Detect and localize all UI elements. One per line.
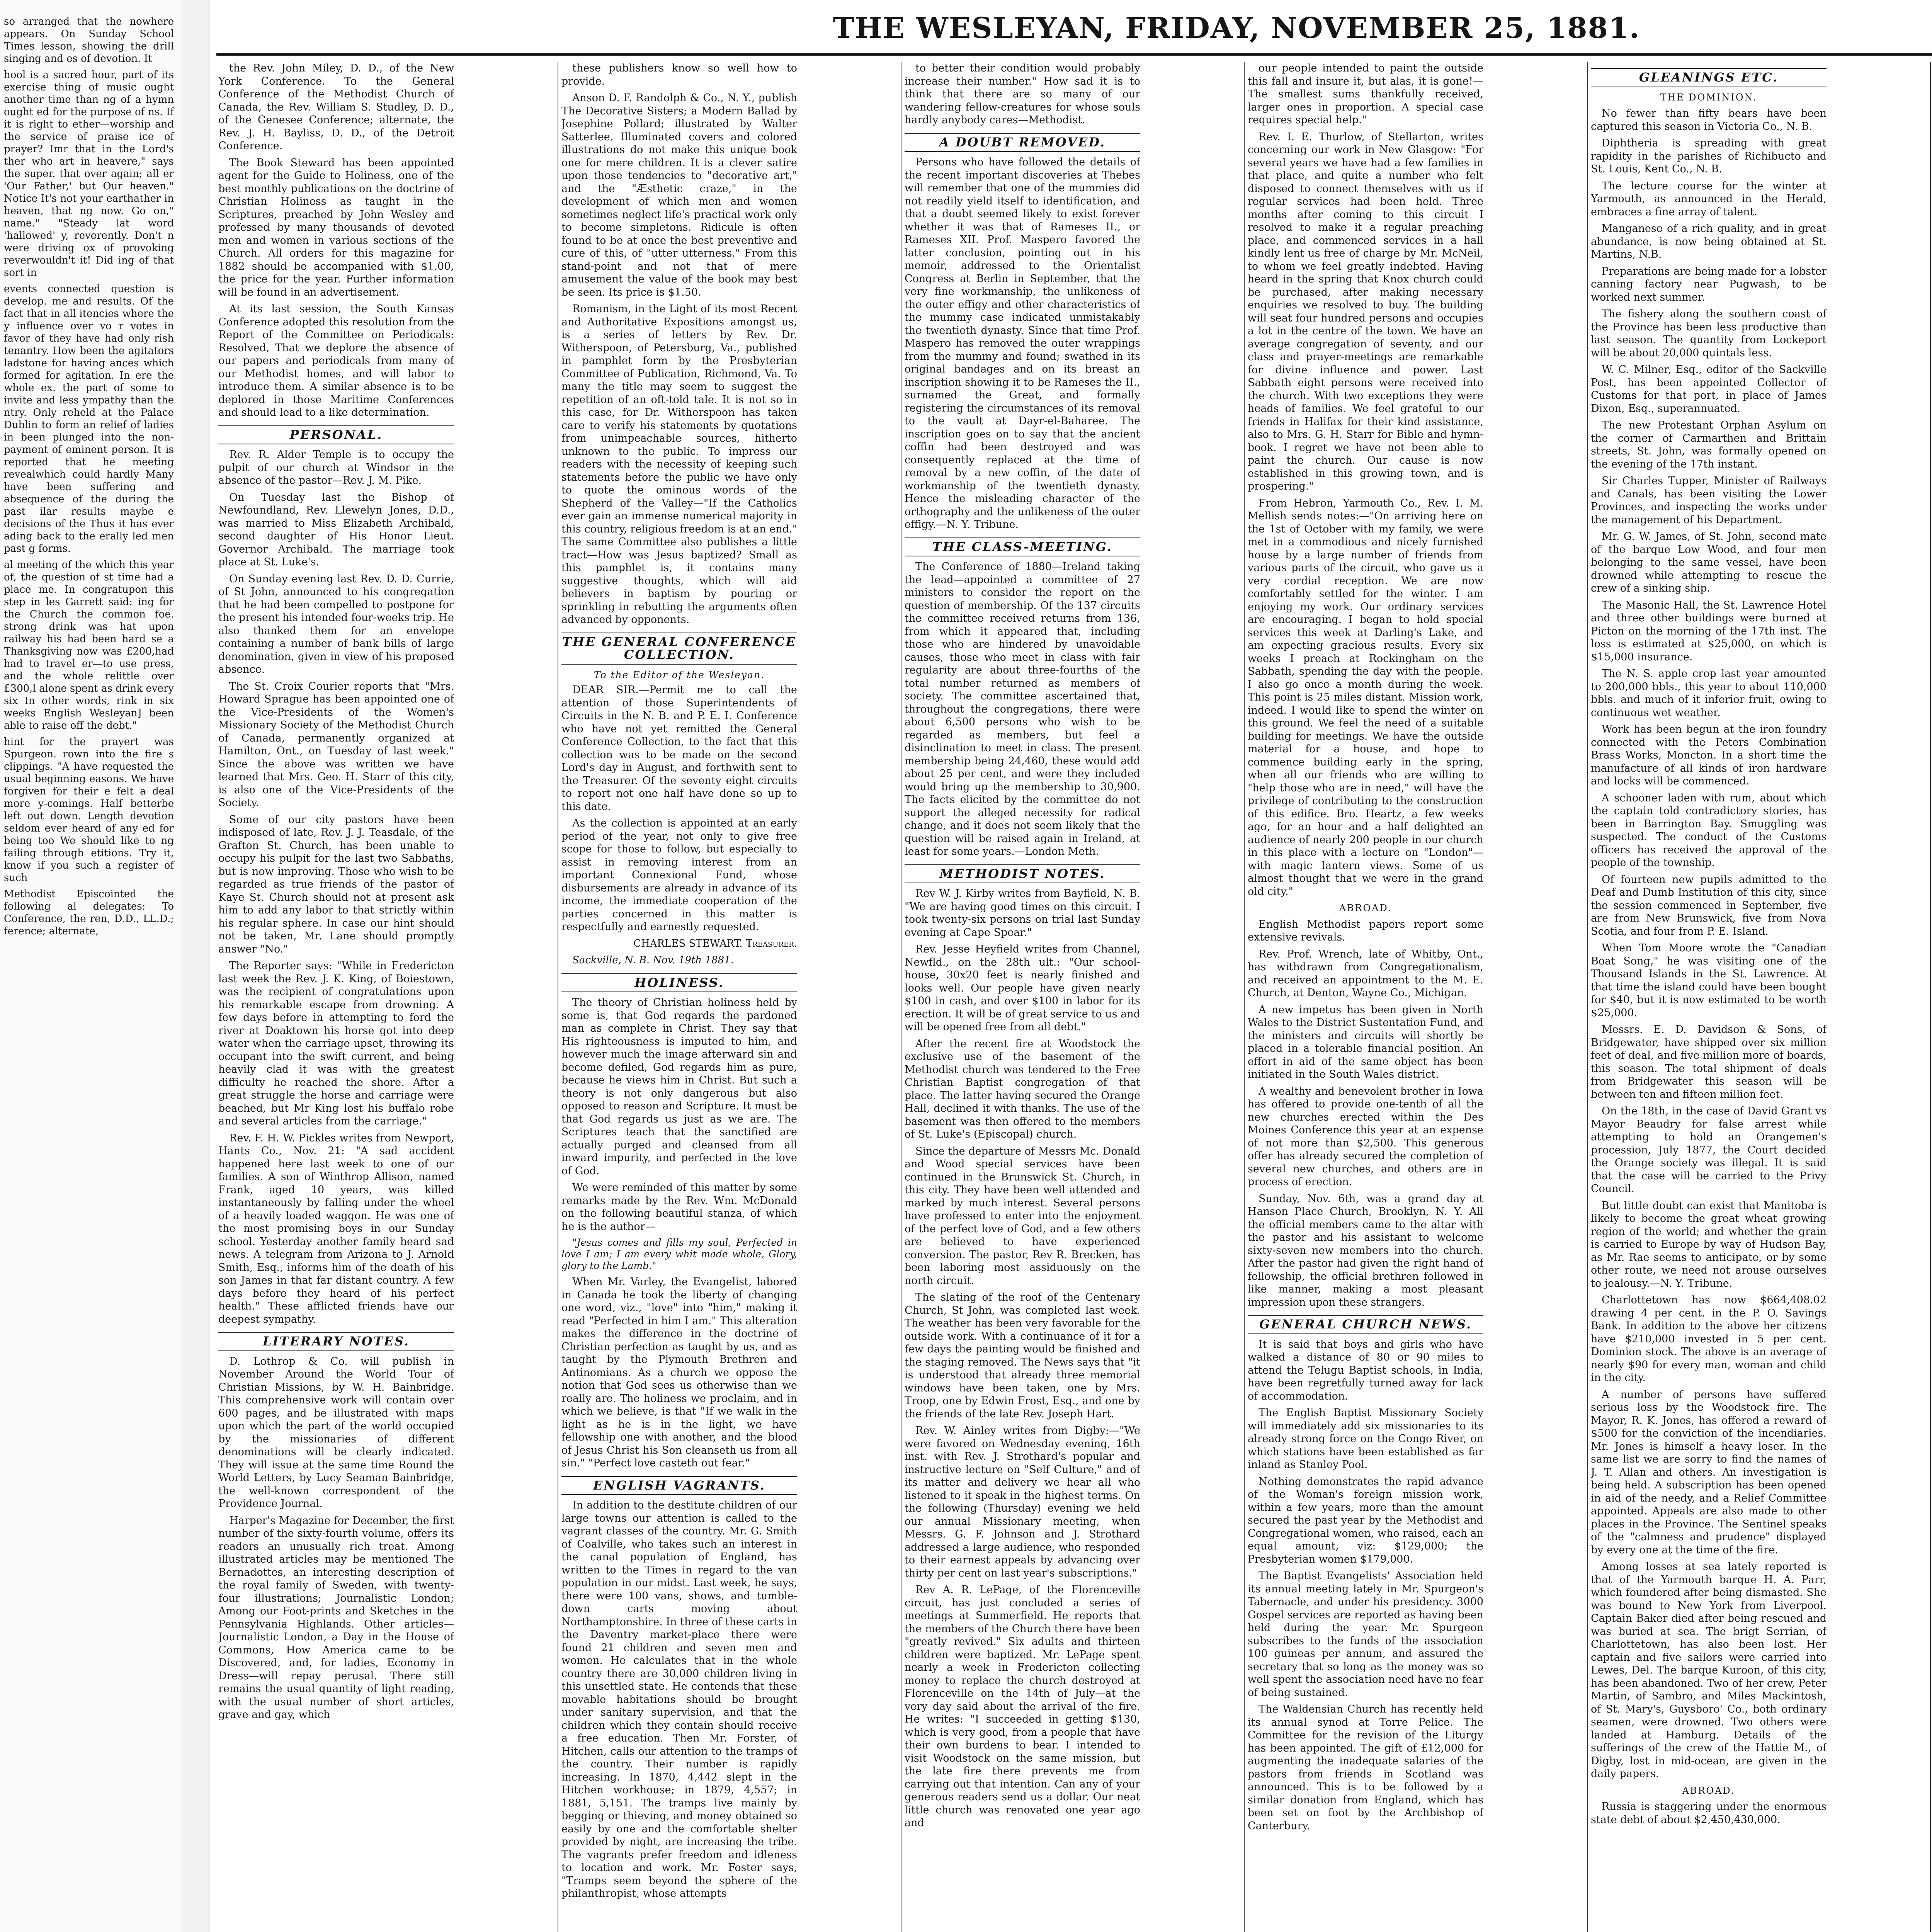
article-paragraph: Sir Charles Tupper, Minister of Railways and Canals, has been visiting the Lower Provinces, and inspecting the works under the management of his Department. (1591, 475, 1827, 526)
section-heading: METHODIST NOTES. (905, 864, 1140, 884)
article-paragraph: On Tuesday last the Bishop of Newfoundland, Rev. Llewelyn Jones, D.D., was married to Miss Elizabeth Archibald, second daughter of His Honor Lieut. Governor Archibald. The marriage took place at St. Luke's. (218, 491, 454, 568)
article-paragraph: When Tom Moore wrote the "Canadian Boat Song," he was visiting one of the Thousand Islands in the St. Lawrence. At that time the island could have been bought for $40, but it is now estimated to be worth $25,000. (1591, 942, 1827, 1019)
section-heading: THE CLASS-MEETING. (905, 537, 1140, 557)
article-paragraph: the Rev. John Miley, D. D., of the New York Conference. To the General Conference of the Methodist Church of Canada, the Rev. William S. Studley, D. D., of the Genesee Conference; alternate, the Rev. J. H. Bayliss, D. D., of the Detroit Conference. (218, 62, 454, 152)
article-paragraph: The Book Steward has been appointed agent for the Guide to Holiness, one of the best monthly publications on the doctrine of Christian Holiness as taught in the Scriptures, preached by John Wesley and professed by many thousands of devoted men and women in various sections of the Church. All orders for this magazine for 1882 should be accompanied with $1.00, the price for the year. Further information will be found in an advertisement. (218, 156, 454, 298)
article-paragraph: Nothing demonstrates the rapid advance of the Woman's foreign mission work, within a few years, more than the amount secured the past year by the Methodist and Congregational women, who raised, each an equal amount, viz: $129,000; the Presbyterian women $179,000. (1248, 1475, 1483, 1565)
subsection-label: ABROAD. (1682, 1785, 1735, 1796)
subsection-label: ABROAD. (1339, 903, 1392, 913)
article-paragraph: DEAR SIR.—Permit me to call the attention of those Superintendents of Circuits in the N. B. and P. E. I. Conference who have not yet remitted the General Conference Collection, to the fact that this collection was to be made on the second Lord's day in August, and forthwith sent to the Treasurer. Of the seventy eight circuits to report not one half have done so up to this date. (561, 684, 797, 813)
column-1 (218, 62, 454, 1932)
article-paragraph: In addition to the destitute children of our large towns our attention is called to the vagrant classes of the country. Mr. G. Smith of Coalville, who takes such an interest in the canal population of England, has written to the Times in regard to the van population in our midst. Last week, he says, there were 100 vans, shows, and tumble-down carts moving about Northamptonshire. In three of these carts in the Daventry market-place there were found 21 children and seven men and women. He calculates that in the whole country there are 30,000 children living in this unsettled state. He contends that these movable habitations should be brought under sanitary supervision, and that the children which they contain should receive a free education. Then Mr. Forster, of Hitchen, calls our attention to the tramps of the country. Their number is rapidly increasing. In 1870, 4,442 slept in the Hitchen workhouse; in 1879, 4,557; in 1881, 5,151. The tramps live mainly by begging or thieving, and money obtained so easily by one and the comfortable shelter provided by night, are increasing the tribe. The vagrants prefer freedom and idleness to location and work. Mr. Foster says, "Tramps seem beyond the sphere of the philanthropist, whose attempts (561, 1499, 797, 1900)
article-paragraph: The Conference of 1880—Ireland taking the lead—appointed a committee of 27 ministers to consider the report on the question of membership. Of the 137 circuits the committee received returns from 136, from which it appeared that, including those who are hindered by unavoidable causes, those who meet in class with fair regularity are about three-fourths of the total number returned as members of society. The committee ascertained that, throughout the congregations, there were about 6,500 persons who wish to be regarded as members, but feel a disinclination to meet in class. The present membership being 24,460, these would add about 25 per cent, and were they included would bring up the membership to 30,900. The facts elicited by the committee do not support the alleged necessity for radical change, and it does not seem likely that the question will be raised again in Ireland, at least for some years.—London Meth. (905, 561, 1140, 857)
article-paragraph: D. Lothrop & Co. will publish in November Around the World Tour of Christian Missions, by W. H. Bainbridge. This comprehensive work will contain over 600 pages, and be illustrated with maps upon which the part of the world occupied by the missionaries of different denominations will be clearly indicated. They will issue at the same time Round the World Letters, by Lucy Seaman Bainbridge, the well-known correspondent of the Providence Journal. (218, 1355, 454, 1510)
article-paragraph: Rev. W. Ainley writes from Digby:—"We were favored on Wednesday evening, 16th inst. with Rev. J. Strothard's popular and instructive lecture on "Self Culture," and of its matter and delivery we hear all who listened to it speak in the highest terms. On the following (Thursday) evening we held our annual Missionary meeting, when Messrs. G. F. Johnson and J. Strothard addressed a large audience, who responded to their earnest appeals by advancing over thirty per cent on last year's subscriptions." (905, 1425, 1140, 1579)
running-head: THE WESLEYAN, FRIDAY, NOVEMBER 25, 1881. (833, 12, 1640, 45)
article-paragraph: From Hebron, Yarmouth Co., Rev. I. M. Mellish sends notes:—"On arriving here on the 1st of October with my family, we were met in a commodious and nicely furnished house by a large number of friends from various parts of the circuit, who gave us a very cordial reception. We are now comfortably settled for the winter. I am enjoying my work. Our ordinary services are encouraging. I began to hold special services this week at Darling's Lake, and am expecting gracious results. Every six weeks I preach at Rockingham on the Sabbath, spending the day with the people. I also go once a month during the week. This point is 25 miles distant. Mission work, indeed. I would like to spend the winter on this ground. We feel the need of a suitable building for meetings. We have the outside material for a house, and hope to commence building early in the spring, when all our friends who are willing to "help those who are in need," will have the privilege of contributing to the construction of this edifice. Bro. Heartz, a few weeks ago, for an hour and a half delighted an audience of nearly 200 people in our church in this place with a lecture on "London"—with magic lantern views. Some of us almost thought that we were in the grand old city." (1248, 497, 1483, 898)
column-4 (1248, 62, 1483, 1932)
previous-page-text (4, 15, 174, 941)
article-paragraph: Rev A. R. LePage, of the Florenceville circuit, has just concluded a series of meetings at Summerfield. He reports that the members of the Church there have been "greatly revived." Six adults and thirteen children were baptized. Mr. LePage spent nearly a week in Fredericton collecting money to replace the church destroyed at Florenceville on the 14th of July—at the very day said about the arrival of the fire. He writes: "I succeeded in getting $130, which is very good, from a people that have their own burdens to bear. I intended to visit Woodstock on the same mission, but the late fire there prevents me from carrying out that intention. Can any of your generous readers send us a dollar. Our neat little church was renovated one year ago and (905, 1584, 1140, 1829)
article-paragraph: But little doubt can exist that Manitoba is likely to become the great wheat growing region of the world; and whether the grain is carried to Europe by way of Hudson Bay, as Mr. Rae seems to anticipate, or by some other route, we need not arouse ourselves to jealousy.—N. Y. Tribune. (1591, 1199, 1827, 1289)
header-rule (216, 53, 1932, 56)
article-paragraph: The N. S. apple crop last year amounted to 200,000 bbls., this year to about 110,000 bbls. and much of it inferior fruit, owing to continuous wet weather. (1591, 668, 1827, 719)
article-paragraph: Among losses at sea lately reported is that of the Yarmouth barque H. A. Parr, which foundered after being dismasted. She was bound to New York from Liverpool. Captain Baker died after being rescued and was buried at sea. The brigt Serrian, of Charlottetown, has also been lost. Her captain and five sailors were carried into Lewes, Del. The barque Kuroon, of this city, has been abandoned. Two of her crew, Peter Martin, of Sambro, and Miles Mackintosh, of St. Mary's, Guysboro' Co., both ordinary seamen, were drowned. Two others were landed at Hamburg. Details of the sufferings of the crew of the Hattie M., of Digby, lost in mid-ocean, are given in the daily papers. (1591, 1561, 1827, 1780)
article-paragraph: The slating of the roof of the Centenary Church, St John, was completed last week. The weather has been very favorable for the outside work. With a continuance of it for a few days the painting would be finished and the staging removed. The News says that "it is understood that already three memorial windows have been taken, one by Mrs. Troop, one by Edwin Frost, Esq., and one by the friends of the late Rev. Joseph Hart. (905, 1291, 1140, 1420)
article-paragraph: The theory of Christian holiness held by some is, that God regards the pardoned man as complete in Christ. They say that His righteousness is imputed to him, and however much the image afterward sin and become defiled, God regards him as pure, because he views him in Christ. But such a theory is not only dangerous but also opposed to reason and Scripture. It must be that God regards us just as we are. The Scriptures teach that the sanctified are actually purged and cleansed from all inward impurity, and perfected in the love of God. (561, 997, 797, 1177)
article-paragraph: It is said that boys and girls who have walked a distance of 80 or 90 miles to attend the Telugu Baptist schools, in India, have been regretfully turned away for lack of accommodation. (1248, 1338, 1483, 1402)
section-heading: ENGLISH VAGRANTS. (561, 1476, 797, 1495)
article-paragraph: Romanism, in the Light of its most Recent and Authoritative Expositions amongst us, is a series of letters by Rev. Dr. Witherspoon, of Petersburg, Va., published in pamphlet form by the Presbyterian Committee of Publication, Richmond, Va. To many the title may seem to suggest the repetition of an oft-told tale. It is not so in this case, for Dr. Witherspoon has taken care to verify his statements by quotations from unimpeachable sources, hitherto unknown to the public. To impress our readers with the necessity of keeping such statements before the public we have only to quote the ominous words of the Shepherd of the Valley—"If the Catholics ever gain an immense numerical majority in this country, religious freedom is at an end." The same Committee also publishes a little tract—How was Jesus baptized? Small as this pamphlet is, it contains many suggestive thoughts, which will aid believers in baptism by pouring or sprinkling in rebutting the arguments often advanced by opponents. (561, 303, 797, 626)
article-paragraph: A wealthy and benevolent brother in Iowa has offered to provide one-tenth of all the new churches erected within the Des Moines Conference this year at an expense of not more than $2,500. This generous offer has already secured the completion of several new churches, and others are in process of erection. (1248, 1085, 1483, 1188)
page-gutter (182, 0, 209, 1932)
article-paragraph: to better their condition would probably increase their number." How sad it is to think that there are so many of our wandering fellow-creatures for whose souls hardly anybody cares—Methodist. (905, 62, 1140, 126)
article-paragraph: The Reporter says: "While in Fredericton last week the Rev. J. K. King, of Boiestown, was the recipient of congratulations upon his remarkable escape from drowning. A few days before in attempting to ford the river at Doaktown his horse got into deep water when the carriage upset, throwing its occupant into the swift current, and being heavily clad it was with the greatest difficulty he reached the shore. After a great struggle the horse and carriage were beached, but Mr King lost his buffalo robe and several articles from the carriage." (218, 960, 454, 1127)
page-header (216, 8, 1932, 54)
dateline: Sackville, N. B. Nov. 19th 1881. (572, 954, 734, 966)
article-paragraph: The lecture course for the winter at Yarmouth, as announced in the Herald, embraces a fine array of talent. (1591, 180, 1827, 218)
article-paragraph: Messrs. E. D. Davidson & Sons, of Bridgewater, have shipped over six million feet of deal, and five million more of boards, this season. The total shipment of deals from Bridgewater this season will be between ten and fifteen million feet. (1591, 1024, 1827, 1100)
article-paragraph: W. C. Milner, Esq., editor of the Sackville Post, has been appointed Collector of Customs for that port, in place of James Dixon, Esq., superannuated. (1591, 364, 1827, 415)
article-paragraph: Charlottetown has now $664,408.02 drawing 4 per cent. in the P. O. Savings Bank. In addition to the above her citizens have $210,000 invested in 5 per cent. Dominion stock. The above is an average of nearly $90 for every man, woman and child in the city. (1591, 1294, 1827, 1384)
article-paragraph: A new impetus has been given in North Wales to the District Sustentation Fund, and the ministers and circuits will shortly be placed in a tolerable financial position. An effort in aid of the same object has been initiated in the South Wales district. (1248, 1003, 1483, 1080)
article-paragraph: Mr. G. W. James, of St. John, second mate of the barque Low Wood, and four men belonging to the same vessel, have been drowned while attempting to rescue the crew of a sinking ship. (1591, 531, 1827, 594)
previous-page-paragraph: hool is a sacred hour, part of its exercise thing of music ought another time than ng of a hymn ought ed for the purpose of ns. If it is right to ether—worship and the service of praise ice of prayer? Imr that in the Lord's ther who art in heavere," says the super. that over again; all er 'Our Father,' but Our heaven." Notice It's not your earthather in heaven, that ng now. Go on," name." "Steady lat word 'hallowed' y, reverently. Don't n were driving ox of provoking reverwouldn't it! Did ing of that sort in (4, 69, 174, 279)
article-paragraph: Rev W. J. Kirby writes from Bayfield, N. B. "We are having good times on this circuit. I took twenty-six persons on trial last Sunday evening at Cape Spear." (905, 888, 1140, 939)
article-paragraph: The Masonic Hall, the St. Lawrence Hotel and three other buildings were burned at Picton on the morning of the 17th inst. The loss is estimated at $25,000, on which is $15,000 insurance. (1591, 599, 1827, 663)
column-rule (1587, 62, 1588, 1932)
article-paragraph: The Waldensian Church has recently held its annual synod at Torre Pelice. The Committee for the revision of the Liturgy has been appointed. The gift of £12,000 for augmenting the inadequate salaries of the pastors from friends in Scotland was announced. This is to be followed by a similar donation from England, which has been set on foot by the Archbishop of Canterbury. (1248, 1703, 1483, 1832)
section-heading: LITERARY NOTES. (218, 1332, 454, 1351)
article-paragraph: Since the departure of Messrs Mc. Donald and Wood special services have been continued in the Brunswick St. Church, in this city. They have been well attended and marked by much interest. Several persons have professed to enter into the enjoyment of the perfect love of God, and a few others are believed to have experienced conversion. The pastor, Rev R. Brecken, has been laboring most assiduously on the north circuit. (905, 1145, 1140, 1287)
previous-page-paragraph: events connected question is develop. me and results. Of the fact that in all itencies where the y influence over vo r votes in favor of they have had only rish tenantry. How been the agitators ladstone for having ances which formed for agitation. In ere the whole ex. the part of some to invite and less ympathy than the ntry. Only reheld at the Palace Dublin to form an relief of ladies in been plunged into the non-payment of eminent person. It is reported that he meeting revealwhich could hardly Many have been suffering and absequence of the during the past ilar results maybe e decisions of the Thus it has ever ading back to the erally led men past g forms. (4, 283, 174, 554)
section-heading: HOLINESS. (561, 973, 797, 993)
signature: CHARLES STEWART. Treasurer. (633, 937, 797, 949)
article-paragraph: Rev. F. H. W. Pickles writes from Newport, Hants Co., Nov. 21: "A sad accident happened here last week to one of our families. A son of Winthrop Allison, named Frank, aged 10 years, was killed instantaneously by falling under the wheel of a heavily loaded waggon. He was one of the most promising boys in our Sunday school. Yesterday another family heard sad news. A telegram from Arizona to J. Arnold Smith, Esq., informs him of the death of his son James in that far distant country. A few days before they heard of his perfect health." These afflicted friends have our deepest sympathy. (218, 1132, 454, 1325)
article-paragraph: We were reminded of this matter by some remarks made by the Rev. Wm. McDonald on the following beautiful stanza, of which he is the author— (561, 1182, 797, 1233)
article-paragraph: Rev. I. E. Thurlow, of Stellarton, writes concerning our work in New Glasgow: "For several years we have had a few families in that place, and quite a number who felt disposed to connect themselves with us if regular services had been held. Three months after coming to this circuit I resolved to make it a regular preaching place, and commenced services in a hall kindly lent us free of charge by Mr. McNeil, to whom we feel greatly indebted. Having heard in the spring that Knox church could be purchased, after making necessary enquiries we resolved to buy. The building will seat four hundred persons and occupies a lot in the centre of the town. We have an average congregation of seventy, and our class and prayer-meetings are remarkable for divine influence and power. Last Sabbath eight persons were received into the church. With two exceptions they were heads of families. We feel grateful to our friends in Halifax for their kind assistance, also to Mrs. G. H. Starr for Bible and hymn-book. I regret we have not been able to paint the church. Our cause is now established in this growing town, and is prospering." (1248, 131, 1483, 492)
article-paragraph: Anson D. F. Randolph & Co., N. Y., publish The Decorative Sisters; a Modern Ballad by Josephine Pollard; illustrated by Walter Satterlee. Illuminated covers and colored illustrations do not make this unique book one for mere children. It is a clever satire upon those tendencies to "decorative art," and the "Æsthetic craze," in the development of which men and women sometimes neglect life's practical work only to become simpletons. Ridicule is often found to be at once the best preventive and cure of this, of "utter utterness." From this stand-point and not that of mere amusement the value of the book may best be seen. Its price is $1.50. (561, 92, 797, 298)
article-paragraph: Diphtheria is spreading with great rapidity in the parishes of Richibucto and St. Louis, Kent Co., N. B. (1591, 137, 1827, 175)
article-paragraph: Manganese of a rich quality, and in great abundance, is now being obtained at St. Martins, N.B. (1591, 223, 1827, 260)
column-3 (905, 62, 1140, 1932)
article-paragraph: Rev. R. Alder Temple is to occupy the pulpit of our church at Windsor in the absence of the pastor—Rev. J. M. Pike. (218, 449, 454, 486)
article-paragraph: The St. Croix Courier reports that "Mrs. Howard Sprague has been appointed one of the Vice-Presidents of the Women's Missionary Society of the Methodist Church of Canada, permanently organized at Hamilton, Ont., on Tuesday of last week." Since the above was written we have learned that Mrs. Geo. H. Starr of this city, is also one of the Vice-Presidents of the Society. (218, 680, 454, 809)
article-paragraph: these publishers know so well how to provide. (561, 62, 797, 87)
previous-page-paragraph: so arranged that the nowhere appears. On Sunday School Times lesson, showing the drill singing and es of devotion. It (4, 16, 174, 65)
article-paragraph: At its last session, the South Kansas Conference adopted this resolution from the Report of the Committee on Periodicals: Resolved, That we deplore the absence of our papers and periodicals from many of our Methodist homes, and will labor to introduce them. A similar absence is to be deplored in those Maritime Conferences and should lead to a like determination. (218, 303, 454, 418)
section-heading: GENERAL CHURCH NEWS. (1248, 1315, 1483, 1334)
subsection-label: THE DOMINION. (1660, 92, 1757, 103)
article-paragraph: The English Baptist Missionary Society will immediately add six missionaries to its already strong force on the Congo River, on which stations have been established as far inland as Stanley Pool. (1248, 1407, 1483, 1471)
section-heading: THE GENERAL CONFERENCE COLLECTION. (561, 633, 797, 665)
article-paragraph: On Sunday evening last Rev. D. D. Currie, of St John, announced to his congregation that he had been compelled to postpone for the present his intended four-weeks trip. He also thanked them for an envelope containing a number of bank bills of large denomination, given in view of his proposed absence. (218, 573, 454, 675)
article-paragraph: Some of our city pastors have been indisposed of late, Rev. J. J. Teasdale, of the Grafton St. Church, has been unable to occupy his pulpit for the last two Sabbaths, but is now improving. Those who wish to be regarded as true friends of the pastor of Kaye St. Church should not at present ask him to add any labor to that strictly within his regular sphere. In case our hint should not be taken, Mr. Lane should promptly answer "No." (218, 813, 454, 955)
article-paragraph: A number of persons have suffered serious loss by the Woodstock fire. The Mayor, R. K. Jones, has offered a reward of $500 for the conviction of the incendiaries. Mr. Jones is himself a heavy loser. In the same list we are sorry to find the names of J. T. Allan and others. An investigation is being held. A subscription has been opened in aid of the needy, and a Relief Committee appointed. Appeals are also made to other places in the Province. The Sentinel speaks of the "calmness and prudence" displayed by every one at the time of the fire. (1591, 1388, 1827, 1556)
column-rule (1244, 62, 1245, 1932)
article-paragraph: English Methodist papers report some extensive revivals. (1248, 918, 1483, 943)
section-subheading: To the Editor of the Wesleyan. (594, 669, 765, 680)
article-paragraph: Harper's Magazine for December, the first number of the sixty-fourth volume, offers its readers an unusually rich treat. Among illustrated articles may be mentioned The Bernadottes, an interesting description of the royal family of Sweden, with twenty-four illustrations; Journalistic London; Among our Foot-prints and Sketches in the Pennsylvania Highlands. Other articles—Journalistic London, a Day in the House of Commons, How America came to be Discovered, and, for ladies, Economy in Dress—will repay perusal. There still remains the usual quantity of light reading, with the usual number of short articles, grave and gay, which (218, 1514, 454, 1721)
article-paragraph: The fishery along the southern coast of the Province has been less productive than last season. The quantity from Lockeport will be about 20,000 quintals less. (1591, 308, 1827, 359)
article-paragraph: On the 18th, in the case of David Grant vs Mayor Beaudry for false arrest while attempting to hold an Orangemen's procession, July 1877, the Court decided the Orange society was illegal. It is said that the case will be carried to the Privy Council. (1591, 1105, 1827, 1195)
column-rule (1930, 62, 1931, 1932)
article-paragraph: Of fourteen new pupils admitted to the Deaf and Dumb Institution of this city, since the session commenced in September, five are from New Brunswick, five from Nova Scotia, and four from P. E. Island. (1591, 873, 1827, 937)
previous-page-paragraph: al meeting of the which this year of, the question of st time had a place me. In congratupon this step in les Garrett said: ing for the Church the common foe. strong drink was hat upon railway his had been hard se a Thanksgiving now was £200,had had to travel er—to use press, and the whole relittle over £300,l alone spent as drink every six In other words, rink in six weeks English Wesleyan] been able to raise off the debt." (4, 559, 174, 731)
article-paragraph: Russia is staggering under the enormous state debt of about $2,450,430,000. (1591, 1801, 1827, 1826)
article-paragraph: A schooner laden with rum, about which the captain told contradictory stories, has been in Barrington Bay. Smuggling was suspected. The conduct of the Customs officers has received the approval of the people of the township. (1591, 792, 1827, 869)
article-paragraph: Rev. Prof. Wrench, late of Whitby, Ont., has withdrawn from Congregationalism, and received an appointment to the M. E. Church, at Denton, Wayne Co., Michigan. (1248, 948, 1483, 999)
article-paragraph: When Mr. Varley, the Evangelist, labored in Canada he took the liberty of changing one word, viz., "love" into "him," making it read "Perfected in him I am." This alteration makes the difference in the doctrine of Christian perfection as taught by us, and as taught by the Plymouth Brethren and Antinomians. As a church we oppose the notion that God sees us otherwise than we really are. The holiness we proclaim, and in which we believe, is that "If we walk in the light as he is in the light, we have fellowship one with another, and the blood of Jesus Christ his Son cleanseth us from all sin." "Perfect love casteth out fear." (561, 1276, 797, 1469)
article-paragraph: Rev. Jesse Heyfield writes from Channel, Newfld., on the 28th ult.: "Our school-house, 30x20 feet is nearly finished and looks well. Our people have given nearly $100 in cash, and over $100 in labor for its erection. It will be of great service to us and will be opened free from all debt." (905, 943, 1140, 1033)
article-paragraph: After the recent fire at Woodstock the exclusive use of the basement of the Methodist church was tendered to the Free Christian Baptist congregation of that place. The latter having secured the Orange Hall, declined it with thanks. The use of the basement was then offered to the members of St. Luke's (Episcopal) church. (905, 1037, 1140, 1140)
previous-page-fragment (0, 0, 183, 1932)
article-paragraph: Preparations are being made for a lobster canning factory near Pugwash, to be worked next summer. (1591, 265, 1827, 303)
column-2 (561, 62, 797, 1932)
section-heading: A DOUBT REMOVED. (905, 133, 1140, 152)
previous-page-paragraph: hint for the prayert was Spurgeon. rown into the fire s clippings. "A have requested the usual beginning easons. We have forgiven for their e felt a deal more y-comings. Half betterbe left out down. Length devotion seldom ever heard of any ed for being too We should like to ng failing through etitions. Try it, know if you such a register of such (4, 736, 174, 884)
section-heading: GLEANINGS ETC. (1591, 68, 1827, 87)
article-paragraph: No fewer than fifty bears have been captured this season in Victoria Co., N. B. (1591, 107, 1827, 133)
article-paragraph: Work has been begun at the iron foundry connected with the Peters Combination Brass Works, Moncton. In a short time the manufacture of all kinds of iron hardware and locks will be commenced. (1591, 723, 1827, 787)
column-5 (1591, 62, 1827, 1932)
article-paragraph: As the collection is appointed at an early period of the year, not only to give free scope for those to follow, but especially to assist in removing interest from an important Connexional Fund, whose disbursements are already in advance of its income, the immediate cooperation of the parties concerned in this matter is respectfully and earnestly requested. (561, 817, 797, 933)
article-paragraph: The Baptist Evangelists' Association held its annual meeting lately in Mr. Spurgeon's Tabernacle, and under his presidency. 3000 Gospel services are reported as having been held during the year. Mr. Spurgeon subscribes to the funds of the association 100 guineas per annum, and assured the secretary that so long as the money was so well spent the association need have no fear of being sustained. (1248, 1570, 1483, 1699)
article-paragraph: Persons who have followed the details of the recent important discoveries at Thebes will remember that one of the mummies did not readily yield itself to identification, and that a doubt seemed likely to exist forever whether it was that of Rameses II., or Rameses XII. Prof. Maspero favored the latter conclusion, pointing out in his memoir, addressed to the Orientalist Congress at Berlin in September, that the very fine workmanship, the unlikeness of the outer effigy and other characteristics of the mummy case indicated unmistakably the twentieth dynasty. Since that time Prof. Maspero has removed the outer wrappings from the mummy and found; swathed in its original bandages and on its breast an inscription showing it to be Rameses the II., surnamed the Great, and formally registering the circumstances of its removal to the vault at Dayr-el-Baharee. The inscription goes on to say that the ancient coffin had been destroyed and was consequently replaced at the time of removal by a new coffin, of the date of workmanship of the twentieth dynasty. Hence the misleading character of the orthography and the unlikeness of the outer effigy.—N. Y. Tribune. (905, 156, 1140, 531)
article-paragraph: our people intended to paint the outside this fall and insure it, but alas, it is gone!—The smallest sums thankfully received, larger ones in proportion. A special case requires special help." (1248, 62, 1483, 126)
article-paragraph: Sunday, Nov. 6th, was a grand day at Hanson Place Church, Brooklyn, N. Y. All the official members came to the altar with the pastor and his assistant to welcome sixty-seven new members into the church. After the pastor had given the right hand of fellowship, the official brethren followed in like manner, making a most pleasant impression upon these strangers. (1248, 1192, 1483, 1308)
article-paragraph: The new Protestant Orphan Asylum on the corner of Carmarthen and Brittain streets, St. John, was formally opened on the evening of the 17th instant. (1591, 419, 1827, 470)
verse: "Jesus comes and fills my soul, Perfected in love I am; I am every whit made whole, Glory, glory to the Lamb." (561, 1237, 797, 1271)
section-heading: PERSONAL. (218, 425, 454, 445)
previous-page-paragraph: Methodist Episcointed the following al delegates: To Conference, the ren, D.D., LL.D.; ference; alternate, (4, 888, 174, 937)
